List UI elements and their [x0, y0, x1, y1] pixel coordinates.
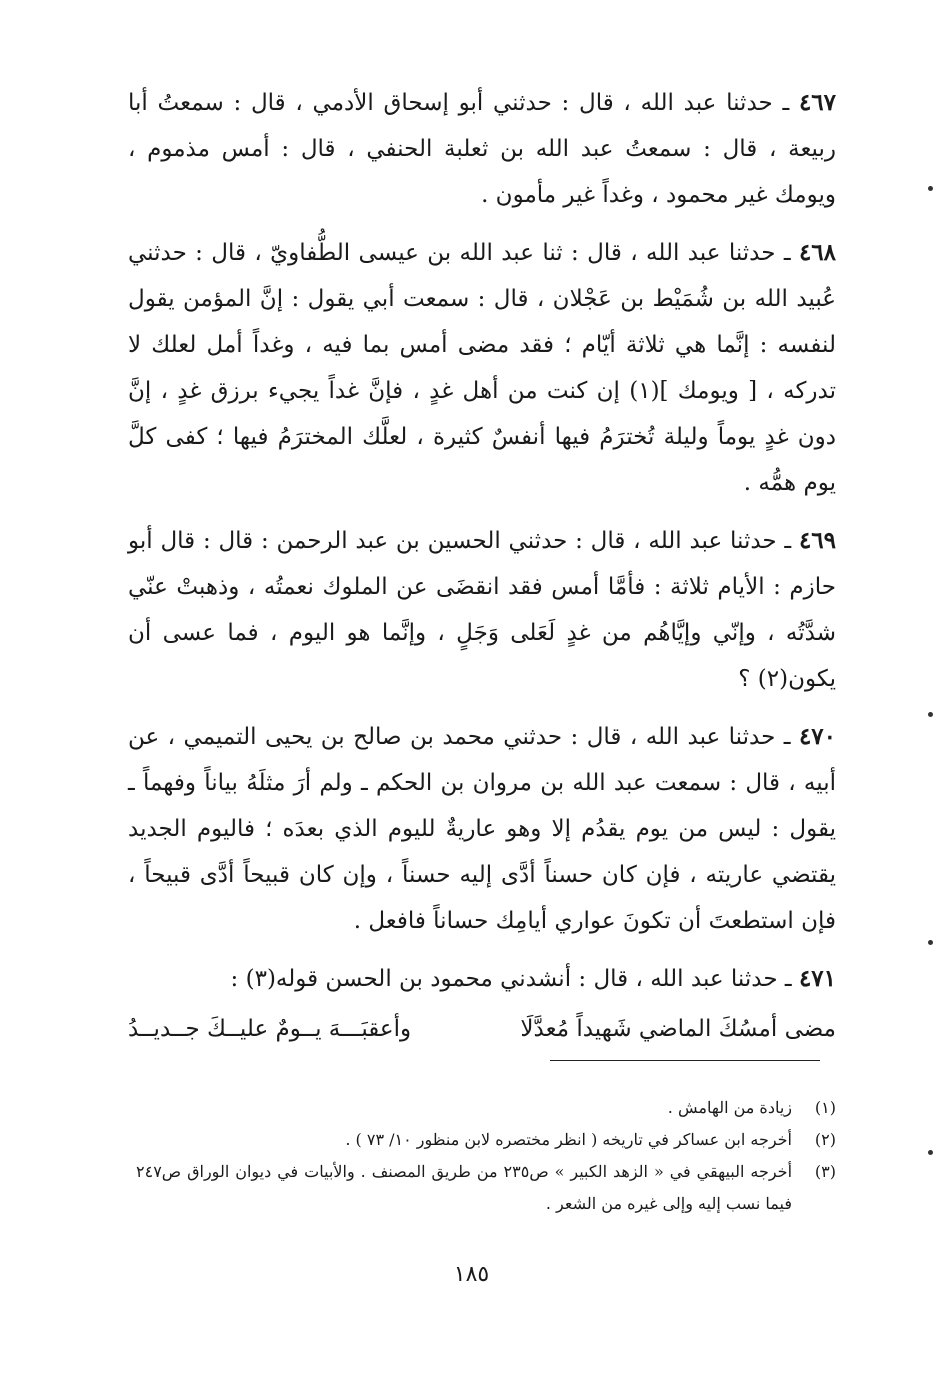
paragraph-text: ـ حدثنا عبد الله ، قال : ثنا عبد الله بن عيسى الطُّفاويّ ، قال : حدثني عُبيد الله بن شُمَيْط بن عَجْلان ، قال : سمعت أبي يقول : إنَّ المؤمن يقول لنفسه : إنَّما هي ثلاثة أيّام ؛ فقد مضى أمس بما فيه ، وغداً أمل لعلك لا تدركه ، [ ويومك ](١) إن كنت من أهل غدٍ ، فإنَّ غداً يجيء برزق غدٍ ، إنَّ دون غدٍ يوماً وليلة تُخترَمُ فيها أنفسٌ كثيرة ، لعلَّك المخترَمُ فيها ؛ كفى كلَّ يوم همُّه .: [128, 240, 837, 496]
margin-mark: [928, 1150, 933, 1155]
footnote-2: [136, 1124, 836, 1156]
margin-mark: [928, 712, 933, 717]
paragraph-470: [128, 714, 836, 944]
page-number: ١٨٥: [453, 1262, 490, 1287]
footnote-3: [136, 1156, 836, 1220]
footnote-mark: (٣): [814, 1162, 836, 1181]
paragraph-number: ٤٧١: [798, 965, 836, 992]
paragraph-text: ـ حدثنا عبد الله ، قال : حدثني أبو إسحاق الأدمي ، قال : سمعتُ أبا ربيعة ، قال : سمعتُ عبد الله بن ثعلبة الحنفي ، قال : أمس مذموم ، ويومك غير محمود ، وغداً غير مأمون .: [128, 90, 836, 208]
paragraph-469: [128, 518, 836, 702]
paragraph-number: ٤٦٨: [798, 239, 837, 266]
main-text: [128, 80, 836, 1052]
footnote-mark: (٢): [814, 1130, 836, 1149]
margin-mark: [928, 186, 933, 191]
paragraph-number: ٤٦٧: [798, 89, 836, 116]
footnote-text: زيادة من الهامش .: [667, 1098, 792, 1117]
paragraph-471: [128, 956, 836, 1002]
footnote-1: [136, 1092, 836, 1124]
paragraph-468: [128, 230, 836, 506]
paragraph-text: ـ حدثنا عبد الله ، قال : أنشدني محمود بن الحسن قوله(٣) :: [230, 966, 792, 992]
verse-second-hemistich: وأعقبَـــهَ يــومٌ عليــكَ جــديــدُ: [128, 1016, 412, 1042]
footnotes: [136, 1092, 836, 1220]
verse-line: [128, 1006, 836, 1052]
footnote-text: أخرجه البيهقي في « الزهد الكبير » ص٢٣٥ من طريق المصنف . والأبيات في ديوان الوراق ص٢٤٧ فيما نسب إليه وإلى غيره من الشعر .: [136, 1162, 793, 1213]
paragraph-number: ٤٦٩: [798, 527, 836, 554]
footnote-mark: (١): [814, 1098, 836, 1117]
paragraph-text: ـ حدثنا عبد الله ، قال : حدثني محمد بن صالح بن يحيى التميمي ، عن أبيه ، قال : سمعت عبد الله بن مروان بن الحكم ـ ولم أرَ مثلَهُ بياناً وفهماً ـ يقول : ليس من يوم يقدُم إلا وهو عاريةٌ لليوم الذي بعدَه ؛ فاليوم الجديد يقتضي عاريته ، فإن كان حسناً أدَّى إليه حسناً ، وإن كان قبيحاً أدَّى قبيحاً ، فإن استطعتَ أن تكونَ عواري أيامِك حساناً فافعل .: [128, 724, 836, 934]
footnote-separator: [550, 1060, 820, 1061]
margin-mark: [928, 940, 933, 945]
paragraph-text: ـ حدثنا عبد الله ، قال : حدثني الحسين بن عبد الرحمن : قال : قال أبو حازم : الأيام ثلاثة : فأمَّا أمس فقد انقضَى عن الملوك نعمتُه ، وذهبتْ عنّي شدَّتُه ، وإنّي وإيَّاهُم من غدٍ لَعَلى وَجَلٍ ، وإنَّما هو اليوم ، فما عسى أن يكون(٢) ؟: [128, 528, 836, 692]
footnote-text: أخرجه ابن عساكر في تاريخه ( انظر مختصره لابن منظور ١٠/ ٧٣ ) .: [345, 1130, 792, 1149]
paragraph-number: ٤٧٠: [798, 723, 836, 750]
verse-first-hemistich: مضى أمسُكَ الماضي شَهيداً مُعدَّلَا: [520, 1016, 836, 1042]
paragraph-467: [128, 80, 836, 218]
